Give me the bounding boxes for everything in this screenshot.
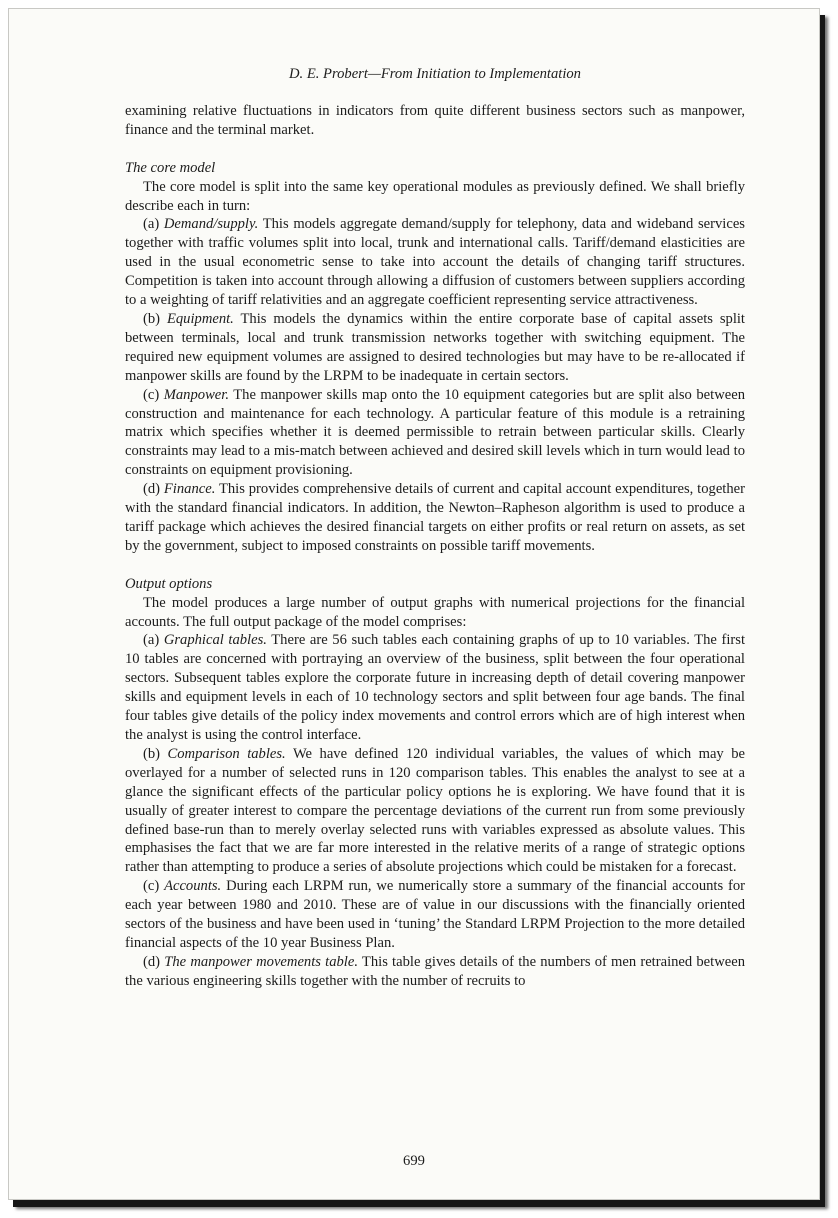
output-options-item-c [125, 877, 745, 953]
core-model-item-b [125, 310, 745, 386]
intro-paragraph: examining relative fluctuations in indicators from quite different business sectors such as manpower, finance and the terminal market. [125, 102, 745, 138]
output-options-item-d [125, 953, 745, 991]
item-text: There are 56 such tables each containing graphs of up to 10 variables. The first 10 tables are concerned with portraying an overview of the business, split between the four operational sectors. Subsequent tables explore the corporate future in increasing depth of detail covering manpower skills and equipment levels in each of 10 technology sectors and split between four age bands. The final four tables give details of the policy index movements and control errors which are of high interest when the analyst is using the control interface. [125, 632, 746, 743]
item-label: (c) [143, 878, 160, 895]
item-term: Equipment. [166, 310, 234, 327]
item-term: Manpower. [163, 386, 229, 403]
item-term: Demand/supply. [163, 216, 259, 233]
core-model-item-a [125, 215, 745, 310]
item-label: (d) [143, 953, 161, 970]
item-label: (a) [143, 216, 160, 233]
item-label: (b) [143, 310, 161, 327]
item-term: Accounts. [164, 878, 222, 895]
item-term: Comparison tables. [167, 745, 286, 762]
item-text: The manpower skills map onto the 10 equipment categories but are split also between construction and maintenance for each technology. A particular feature of this module is a retraining matrix which specifies whether it is deemed permissible to retrain between particular skills. Clearly constraints may lead to a mis-match between achieved and desired skill levels which in turn would lead to constraints on equipment provisioning. [125, 386, 745, 479]
item-text: This provides comprehensive details of current and capital account expenditures, together with the standard financial indicators. In addition, the Newton–Rapheson algorithm is used to produce a tariff package which achieves the desired financial targets on either profits or real return on assets, as set by the government, subject to imposed constraints on possible tariff movements. [125, 481, 745, 554]
core-model-intro: The core model is split into the same key operational modules as previously defined. We shall briefly describe each in turn: [125, 178, 745, 214]
page-content [125, 65, 745, 991]
output-options-heading: Output options [125, 575, 213, 592]
page-sheet [8, 8, 820, 1200]
item-label: (b) [143, 745, 161, 762]
item-text: We have defined 120 individual variables, the values of which may be overlayed for a number of selected runs in 120 comparison tables. This enables the analyst to see at a glance the significant effects of the particular policy options he is exploring. We have found that it is usually of greater interest to compare the percentage deviations of the current run from some previously defined base-run than to merely overlay selected runs with variables expressed as absolute values. This emphasises the fact that we are far more interested in the relative merits of a range of strategic options rather than attempting to produce a series of absolute projections which could be mistaken for a forecast. [125, 745, 745, 876]
item-text: This models the dynamics within the entire corporate base of capital assets split between terminals, local and trunk transmission networks together with switching equipment. The required new equipment volumes are assigned to desired technologies but may have to be re-allocated if manpower skills are found by the LRPM to be inadequate in certain sectors. [125, 310, 745, 384]
item-text: This models aggregate demand/supply for telephony, data and wideband services together with traffic volumes split into local, trunk and international calls. Tariff/demand elasticities are used in the usual econometric sense to take into account the details of changing tariff structures. Competition is taken into account through allowing a diffusion of customers between suppliers according to a weighting of tariff relativities and an aggregate coefficient representing service attractiveness. [125, 216, 745, 309]
output-options-item-a [125, 631, 745, 744]
page-number: 699 [403, 1153, 425, 1169]
item-text: During each LRPM run, we numerically store a summary of the financial accounts for each year between 1980 and 2010. These are of value in our discussions with the financially oriented sectors of the business and have been used in ‘tuning’ the Standard LRPM Projection to the more detailed financial aspects of the 10 year Business Plan. [125, 878, 746, 951]
core-model-item-c [125, 386, 745, 481]
output-options-intro: The model produces a large number of output graphs with numerical projections for the financial accounts. The full output package of the model comprises: [125, 594, 745, 630]
item-label: (d) [143, 481, 161, 498]
item-label: (a) [143, 632, 160, 649]
item-text: This table gives details of the numbers of men retrained between the various engineering skills together with the number of recruits to [125, 953, 746, 989]
item-label: (c) [143, 386, 160, 403]
output-options-item-b [125, 745, 745, 877]
item-term: The manpower movements table. [164, 953, 358, 970]
core-model-heading: The core model [125, 159, 216, 176]
running-head: D. E. Probert—From Initiation to Implementation [289, 66, 581, 82]
core-model-item-d [125, 480, 745, 556]
item-term: Finance. [163, 481, 216, 498]
item-term: Graphical tables. [163, 632, 267, 649]
